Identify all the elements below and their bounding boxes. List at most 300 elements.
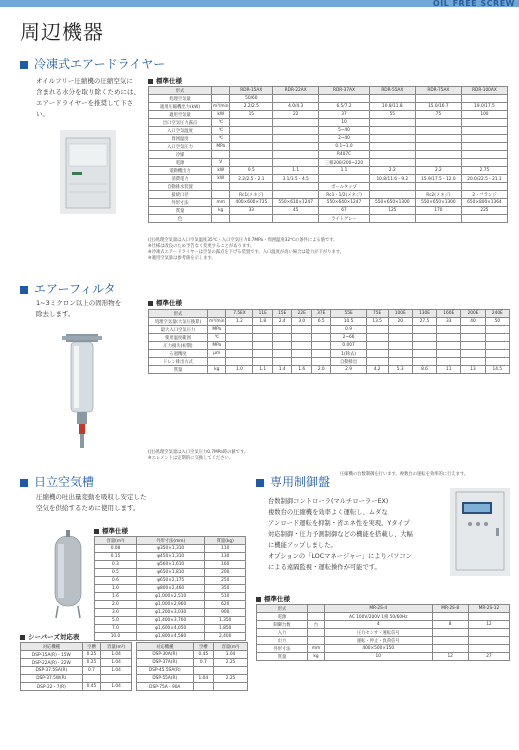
table-cell: 50 — [485, 318, 509, 326]
table-cell: 33 — [230, 207, 273, 215]
table-cell: 2,400 — [205, 633, 246, 641]
table-row — [21, 651, 132, 659]
table-cell — [273, 135, 319, 143]
table-cell — [273, 127, 319, 135]
table-row — [95, 577, 246, 585]
table-cell — [415, 215, 461, 223]
table-cell: 2.0 — [95, 601, 137, 609]
controller-section-title: 専用制御盤 — [256, 473, 330, 490]
tank-compat-table-left — [20, 642, 132, 691]
table-cell — [292, 350, 312, 358]
header-cell: 130E — [412, 310, 436, 318]
table-cell: 1.04 — [101, 683, 132, 691]
dryer-notes: (注)処理空気量は入口空気温度35℃・入口空気圧力0.7MPa・周囲温度32℃の条件による値です。 ※仕様は改良のため予告なく変更することがあります。 ※冷凍式エアードライヤーは空気の露点を下げる装置です。入口温度が高い場合は能力が下がります。 ※適用空気量は参考値を示します。 — [148, 238, 345, 261]
controller-description: 台数制御コントローラ(マルチローラーEX) 複数台の圧縮機を効率よく運転し、ムダな アンロード運転を抑制・省エネ性を実現。Yタイプ 対応制御・圧力予測制御などの機能を搭載し、大幅 に機能アップしました。 オプションの「LOCマネージャー」によりパソコン による遠隔監視・運転操作が可能です。 — [268, 498, 413, 571]
header-cell: 11E — [253, 310, 273, 318]
table-cell: 27.5 — [412, 318, 436, 326]
table-cell — [214, 667, 248, 675]
table-cell — [212, 191, 230, 199]
table-cell: 0.45 — [193, 651, 213, 659]
table-cell: 0.25 — [82, 659, 101, 667]
table-cell: 20.0/22.5・21.1 — [461, 175, 507, 183]
table-cell: 台 — [308, 621, 325, 629]
table-cell — [273, 215, 319, 223]
table-cell: 50/60 — [230, 95, 273, 103]
table-cell — [437, 358, 461, 366]
table-row — [95, 593, 246, 601]
table-cell — [461, 159, 507, 167]
table-cell — [230, 143, 273, 151]
header-cell: 200E — [461, 310, 485, 318]
table-cell: 1.04 — [101, 667, 132, 675]
table-cell: 0.1~1.0 — [319, 143, 370, 151]
table-row — [95, 609, 246, 617]
table-cell: 10.8/11.8 — [369, 103, 415, 111]
tank-spec-table — [94, 536, 246, 641]
table-cell — [388, 350, 412, 358]
table-cell — [272, 358, 292, 366]
table-cell: 400×500×150 — [325, 645, 433, 653]
table-cell: mm — [308, 645, 325, 653]
table-header-row — [257, 605, 510, 613]
table-cell — [226, 342, 253, 350]
table-cell: V — [212, 159, 230, 167]
table-cell — [292, 358, 312, 366]
table-cell — [82, 675, 101, 683]
table-cell — [311, 350, 331, 358]
dryer-description: オイルフリー圧縮機の圧縮空気に 含まれる水分を取り除くためには、 エアードライヤーを推奨して下さい。 — [36, 77, 140, 118]
table-cell — [461, 326, 485, 334]
table-cell — [230, 151, 273, 159]
table-cell: 自動排水装置 — [149, 183, 212, 191]
table-cell: mm — [212, 199, 230, 207]
table-cell: φ350×1,310 — [136, 545, 204, 553]
table-cell — [388, 334, 412, 342]
table-cell: 55 — [369, 111, 415, 119]
table-cell — [226, 358, 253, 366]
table-cell — [366, 334, 388, 342]
table-cell: ボールタップ — [319, 183, 370, 191]
table-header-row — [149, 310, 510, 318]
table-cell: Rc1(メネジ) — [230, 191, 273, 199]
table-cell: 適用空気量 — [149, 111, 212, 119]
table-cell — [412, 334, 436, 342]
table-row — [149, 135, 508, 143]
table-cell — [230, 127, 273, 135]
table-cell: 2.2 — [415, 167, 461, 175]
header-cell: 75E — [366, 310, 388, 318]
table-row — [21, 683, 132, 691]
table-cell: 22 — [273, 111, 319, 119]
table-cell — [212, 183, 230, 191]
table-cell: ろ過精度 — [149, 350, 208, 358]
table-row — [95, 561, 246, 569]
table-cell — [461, 215, 507, 223]
table-cell: 125 — [369, 207, 415, 215]
table-cell: 550×640×1247 — [319, 199, 370, 207]
filter-spec-title: 標準仕様 — [148, 298, 182, 307]
table-cell: 0.08 — [95, 545, 137, 553]
table-cell — [230, 119, 273, 127]
table-cell: 2.4 — [272, 318, 292, 326]
table-cell: 1.6 — [95, 593, 137, 601]
table-cell: 15.9/17.5・12.0 — [415, 175, 461, 183]
table-cell — [415, 95, 461, 103]
table-row — [149, 151, 508, 159]
dryer-spec-title: 標準仕様 — [148, 76, 182, 85]
table-cell — [485, 334, 509, 342]
table-cell — [212, 151, 230, 159]
table-cell — [461, 350, 485, 358]
header-cell: 空槽 — [82, 643, 101, 651]
table-cell: φ1,000×2,510 — [136, 593, 204, 601]
table-cell: 出力 — [257, 637, 308, 645]
table-cell: 0.9 — [331, 326, 366, 334]
page-title: 周辺機器 — [20, 20, 104, 44]
table-cell: φ1,800×4,580 — [136, 633, 204, 641]
header-cell: 対応機種 — [137, 643, 194, 651]
header-cell: 形式 — [257, 605, 308, 613]
table-cell — [412, 350, 436, 358]
table-cell — [461, 342, 485, 350]
table-cell: kW — [212, 167, 230, 175]
table-cell — [273, 183, 319, 191]
table-cell: 質量 — [149, 366, 208, 374]
table-cell: 自動排出 — [331, 358, 366, 366]
filter-spec-table — [148, 309, 510, 374]
table-cell — [311, 342, 331, 350]
section-square-icon — [20, 61, 28, 69]
table-cell: 1.1 — [253, 366, 273, 374]
tank-compat-table-right — [136, 642, 248, 691]
controller-note: 圧縮機の台数制御を行います。複数台の運転を効率的に行えます。 — [340, 472, 469, 477]
table-cell: ℃ — [212, 135, 230, 143]
table-cell: 入口空気温度 — [149, 127, 212, 135]
table-cell: DSP-15A(R)・15W — [21, 651, 83, 659]
header-cell: 外形寸法(mm) — [136, 537, 204, 545]
table-cell: 0.25 — [82, 651, 101, 659]
table-cell — [230, 183, 273, 191]
table-cell: 67 — [319, 207, 370, 215]
table-cell — [485, 358, 509, 366]
table-cell: μm — [208, 350, 226, 358]
table-row — [149, 334, 510, 342]
table-cell: 1.0 — [95, 585, 137, 593]
table-cell: 6.5 — [311, 318, 331, 326]
table-cell: DSP-37.5W(R) — [21, 675, 83, 683]
table-cell: 0.6 — [95, 577, 137, 585]
table-cell: 10.8/11.6・9.2 — [369, 175, 415, 183]
controller-spec-table — [256, 604, 510, 661]
table-cell: 550×650×1300 — [369, 199, 415, 207]
table-cell — [468, 645, 509, 653]
table-cell: 10 — [325, 653, 433, 661]
table-cell: DSP-22A(R)・22W — [21, 659, 83, 667]
table-cell — [319, 95, 370, 103]
header-cell — [212, 87, 230, 95]
header-cell: 容量(m³) — [214, 643, 248, 651]
table-row — [95, 585, 246, 593]
table-cell: R407C — [319, 151, 370, 159]
table-cell — [432, 613, 468, 621]
table-row — [149, 175, 508, 183]
table-cell: 400×600×735 — [230, 199, 273, 207]
table-cell — [226, 350, 253, 358]
table-cell — [272, 326, 292, 334]
table-cell: Rc1・1/2(メネジ) — [319, 191, 370, 199]
brand-text: OIL FREE SCREW — [432, 0, 515, 8]
filter-description: 1~3ミクロン以上の固形物を 除去します。 — [36, 299, 122, 318]
table-cell: 4.0/4.3 — [273, 103, 319, 111]
table-cell — [369, 159, 415, 167]
table-cell — [461, 334, 485, 342]
table-cell — [437, 326, 461, 334]
table-cell: ℃ — [212, 119, 230, 127]
table-cell: 0.7 — [193, 659, 213, 667]
table-cell — [226, 334, 253, 342]
table-cell — [437, 334, 461, 342]
header-cell: 160E — [437, 310, 461, 318]
header-cell: 7.5EX — [226, 310, 253, 318]
table-row — [257, 629, 510, 637]
table-cell: 33 — [437, 318, 461, 326]
table-cell: 13 — [461, 366, 485, 374]
table-cell: 制御台数 — [257, 621, 308, 629]
table-cell: kg — [212, 207, 230, 215]
table-row — [95, 545, 246, 553]
table-cell: kW — [212, 175, 230, 183]
table-cell: DSP-75A・90A — [137, 683, 194, 691]
table-cell — [193, 683, 213, 691]
table-cell: 8.6 — [412, 366, 436, 374]
table-row — [149, 207, 508, 215]
table-cell — [101, 675, 132, 683]
table-cell — [437, 350, 461, 358]
table-cell: 1.8 — [253, 318, 273, 326]
table-cell — [253, 358, 273, 366]
table-cell: 3.0 — [95, 609, 137, 617]
table-cell — [272, 334, 292, 342]
header-cell: 15E — [272, 310, 292, 318]
table-cell: φ1,600×4,050 — [136, 625, 204, 633]
table-cell: 1.04 — [214, 651, 248, 659]
table-cell — [369, 183, 415, 191]
table-cell — [366, 350, 388, 358]
tank-section-title: 日立空気槽 — [20, 473, 94, 490]
table-cell — [461, 151, 507, 159]
table-cell — [366, 326, 388, 334]
table-row — [149, 143, 508, 151]
table-cell — [366, 342, 388, 350]
table-cell — [432, 637, 468, 645]
table-header-row — [149, 87, 508, 95]
table-cell: 1.4 — [272, 366, 292, 374]
table-cell: MPa — [208, 326, 226, 334]
table-cell: 200 — [205, 569, 246, 577]
table-cell: φ650×2,175 — [136, 577, 204, 585]
table-cell: 650×800×1364 — [461, 199, 507, 207]
table-cell — [468, 629, 509, 637]
table-cell — [461, 135, 507, 143]
table-cell — [388, 342, 412, 350]
table-cell — [208, 358, 226, 366]
table-cell: 2・フランジ — [461, 191, 507, 199]
table-cell — [412, 358, 436, 366]
table-cell: 適用圧縮機出力(kW) — [149, 103, 212, 111]
table-cell: 2.2 — [369, 167, 415, 175]
table-cell — [230, 215, 273, 223]
table-cell — [415, 183, 461, 191]
header-cell: 形式 — [149, 87, 212, 95]
table-cell: 入口空気圧力 — [149, 143, 212, 151]
table-cell — [308, 637, 325, 645]
table-row — [149, 159, 508, 167]
table-cell: 3.0 — [292, 318, 312, 326]
table-row — [149, 342, 510, 350]
table-cell — [308, 629, 325, 637]
table-cell: 接続口径 — [149, 191, 212, 199]
table-cell: 8 — [432, 621, 468, 629]
table-cell — [415, 151, 461, 159]
table-row — [149, 215, 508, 223]
table-cell: 1.1 — [319, 167, 370, 175]
table-cell: 電源 — [257, 613, 308, 621]
table-row — [149, 95, 508, 103]
table-cell: 質量 — [149, 207, 212, 215]
table-cell — [273, 95, 319, 103]
table-cell: 5.0 — [95, 617, 137, 625]
table-row — [149, 326, 510, 334]
dryer-spec-table — [148, 86, 508, 223]
table-cell: 620 — [205, 601, 246, 609]
header-cell: 質量(kg) — [205, 537, 246, 545]
table-cell: DSP-37.5SA(R) — [21, 667, 83, 675]
table-cell: Rc2(メネジ) — [415, 191, 461, 199]
table-row — [137, 667, 248, 675]
table-cell — [461, 127, 507, 135]
header-cell: RDR-55AX — [369, 87, 415, 95]
header-cell: MR-2S-8 — [432, 605, 468, 613]
dryer-illustration — [60, 130, 116, 214]
table-cell — [366, 358, 388, 366]
table-row — [95, 553, 246, 561]
header-cell: 対応機種 — [21, 643, 83, 651]
table-cell: MPa — [208, 342, 226, 350]
table-cell: 2~40 — [319, 135, 370, 143]
header-cell: 55E — [331, 310, 366, 318]
table-cell: 電動機出力 — [149, 167, 212, 175]
header-cell: 37E — [311, 310, 331, 318]
table-cell: 2.2/2.5 — [230, 103, 273, 111]
table-cell: 処理空気量(大気圧換算) — [149, 318, 208, 326]
header-cell: 240E — [485, 310, 509, 318]
table-cell — [388, 326, 412, 334]
table-cell: φ650×1,810 — [136, 569, 204, 577]
table-cell — [226, 326, 253, 334]
header-cell: 空槽 — [193, 643, 213, 651]
table-cell: 運転・停止・負荷信号 — [325, 637, 433, 645]
filter-illustration — [62, 330, 102, 460]
filter-section-title: エアーフィルタ — [20, 280, 116, 297]
table-cell: 6.5/7.2 — [319, 103, 370, 111]
table-cell — [273, 119, 319, 127]
table-cell: φ450×1,310 — [136, 553, 204, 561]
table-cell: 最大入口空気圧力 — [149, 326, 208, 334]
table-cell — [412, 342, 436, 350]
table-cell: 色 — [149, 215, 212, 223]
table-cell: φ1,200×3,030 — [136, 609, 204, 617]
table-cell: φ800×2,460 — [136, 585, 204, 593]
table-cell: 2.25 — [214, 659, 248, 667]
filter-notes: (注)処理空気量は入口空気圧力0.7MPa時の値です。 ※エレメントは定期的に交換してください。 — [148, 450, 249, 461]
table-row — [257, 613, 510, 621]
table-cell: 質量 — [257, 653, 308, 661]
table-row — [257, 645, 510, 653]
table-cell: DSP-22・7(R) — [21, 683, 83, 691]
table-cell — [319, 175, 370, 183]
table-cell: 冷媒 — [149, 151, 212, 159]
header-cell: 形式 — [149, 310, 208, 318]
table-cell: 510 — [205, 593, 246, 601]
table-cell — [253, 326, 273, 334]
table-cell: 電源 — [149, 159, 212, 167]
table-cell — [437, 342, 461, 350]
table-cell — [485, 342, 509, 350]
table-row — [95, 625, 246, 633]
table-row — [149, 366, 510, 374]
table-cell: 12 — [432, 653, 468, 661]
table-cell: 1.2 — [226, 318, 253, 326]
table-row — [137, 683, 248, 691]
table-row — [149, 119, 508, 127]
section-square-icon — [20, 286, 28, 294]
table-cell — [369, 191, 415, 199]
table-cell: 0.15 — [95, 553, 137, 561]
table-row — [95, 617, 246, 625]
table-cell: 使用温度範囲 — [149, 334, 208, 342]
table-cell — [273, 143, 319, 151]
table-row — [149, 103, 508, 111]
table-cell — [369, 127, 415, 135]
table-cell: 1.04 — [101, 651, 132, 659]
tank-spec-title: 標準仕様 — [94, 526, 128, 535]
table-cell — [212, 95, 230, 103]
controller-spec-title: 標準仕様 — [256, 594, 290, 603]
table-cell: 0.45 — [82, 683, 101, 691]
table-cell: 0.5 — [230, 167, 273, 175]
table-cell: 10.5 — [331, 318, 366, 326]
controller-product-image — [450, 488, 510, 576]
table-cell: 0.007 — [331, 342, 366, 350]
table-cell — [485, 350, 509, 358]
table-cell: 出口空気圧力露点 — [149, 119, 212, 127]
tank-product-image — [48, 530, 88, 620]
table-cell: 250 — [205, 577, 246, 585]
table-cell: 5~40 — [319, 127, 370, 135]
table-cell: 130 — [205, 553, 246, 561]
table-cell — [273, 151, 319, 159]
table-cell — [292, 342, 312, 350]
table-cell: 外形寸法 — [257, 645, 308, 653]
table-cell: AC 100V/200V 1相 50/60Hz — [325, 613, 433, 621]
table-cell — [253, 334, 273, 342]
table-row — [137, 659, 248, 667]
table-cell: 周囲温度 — [149, 135, 212, 143]
dryer-section-title: 冷凍式エアードライヤー — [20, 55, 165, 72]
table-cell — [468, 637, 509, 645]
table-cell: 三相200/200~220 — [319, 159, 370, 167]
table-cell: 入力 — [257, 629, 308, 637]
